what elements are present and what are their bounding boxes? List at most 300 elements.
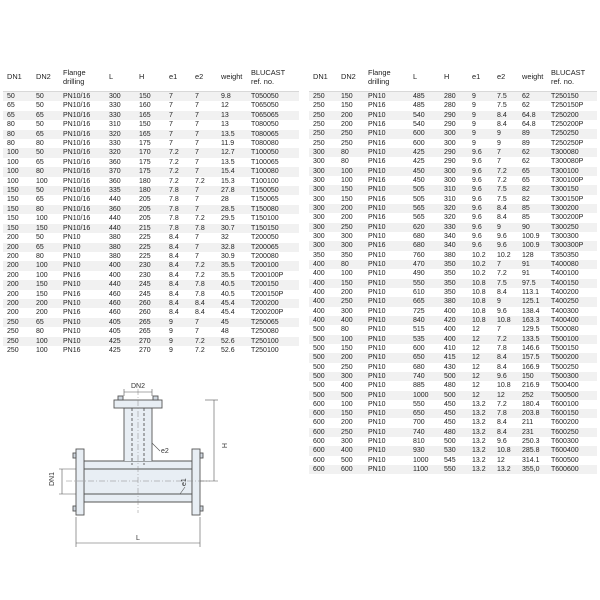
table-row (3, 167, 299, 176)
table-cell: 405 (105, 327, 135, 336)
table-cell: 7 (191, 233, 217, 242)
table-cell: PN10 (364, 456, 409, 465)
table-cell: 740 (409, 428, 440, 437)
column-header: L (409, 64, 440, 92)
table-cell: T200200 (247, 299, 299, 308)
table-cell: 600 (309, 465, 337, 474)
table-cell: 680 (409, 232, 440, 241)
table-cell: 515 (409, 325, 440, 334)
table-cell: 65 (32, 130, 59, 139)
table-cell: 740 (409, 372, 440, 381)
table-cell: 500 (337, 391, 364, 400)
table-cell: 65 (32, 195, 59, 204)
table-cell: 50 (32, 101, 59, 110)
table-cell: T200200P (247, 308, 299, 317)
table-cell: 400 (309, 260, 337, 269)
table-cell: 500 (440, 372, 468, 381)
table-cell: 13 (217, 120, 247, 129)
table-cell: 13.5 (217, 130, 247, 139)
table-cell: 200 (3, 252, 32, 261)
table-cell: PN16 (59, 308, 105, 317)
table-row (309, 465, 597, 474)
table-cell: PN10 (364, 185, 409, 194)
table-cell: 250 (337, 297, 364, 306)
table-cell: T200080 (247, 252, 299, 261)
table-cell: 9.6 (468, 176, 493, 185)
table-row (309, 251, 597, 260)
table-cell: 450 (409, 167, 440, 176)
table-cell: 7 (191, 111, 217, 120)
table-cell: PN10/16 (59, 101, 105, 110)
table-cell: 270 (135, 337, 165, 346)
table-cell: T250100 (247, 337, 299, 346)
table-cell: 138.4 (518, 307, 547, 316)
table-cell: PN10 (364, 372, 409, 381)
table-row (3, 271, 299, 280)
table-cell: 310 (440, 185, 468, 194)
table-cell: 290 (440, 148, 468, 157)
spec-table-left (3, 64, 299, 355)
table-cell: 250 (3, 327, 32, 336)
table-cell: T200150 (247, 280, 299, 289)
table-cell: 260 (135, 308, 165, 317)
table-cell: 400 (337, 446, 364, 455)
table-cell: 7.2 (165, 177, 191, 186)
table-cell: 320 (105, 148, 135, 157)
table-cell: T080050 (247, 120, 299, 129)
table-cell: 9 (493, 223, 518, 232)
table-cell: 380 (105, 252, 135, 261)
table-row (309, 288, 597, 297)
table-row (3, 111, 299, 120)
table-cell: 80 (337, 157, 364, 166)
table-cell: 150 (135, 92, 165, 102)
table-cell: 200 (337, 213, 364, 222)
tee-fitting-diagram (40, 383, 270, 551)
table-body (3, 92, 299, 356)
table-cell: 150 (3, 214, 32, 223)
table-cell: 405 (105, 318, 135, 327)
table-cell: PN10/16 (59, 186, 105, 195)
table-row (3, 233, 299, 242)
table-cell: 100 (337, 269, 364, 278)
table-cell: 250 (309, 139, 337, 148)
table-cell: T600250 (547, 428, 597, 437)
table-cell: 9.6 (468, 185, 493, 194)
table-row (309, 372, 597, 381)
table-cell: 163.3 (518, 316, 547, 325)
table-cell: 350 (440, 260, 468, 269)
table-cell: T600600 (547, 465, 597, 474)
e2-label: e2 (161, 448, 169, 455)
table-cell: 180.4 (518, 400, 547, 409)
table-cell: 12 (468, 325, 493, 334)
table-cell: 930 (409, 446, 440, 455)
table-cell: 200 (337, 353, 364, 362)
table-cell: PN10 (364, 391, 409, 400)
table-cell: T400080 (547, 260, 597, 269)
table-cell: 320 (440, 213, 468, 222)
table-cell: 310 (440, 195, 468, 204)
table-cell: 8.4 (165, 271, 191, 280)
table-cell: 10.8 (468, 279, 493, 288)
table-cell: 450 (440, 409, 468, 418)
table-cell: 320 (440, 204, 468, 213)
table-row (309, 176, 597, 185)
table-cell: 133.5 (518, 335, 547, 344)
table-cell: 300 (440, 167, 468, 176)
table-cell: T100080 (247, 167, 299, 176)
table-cell: 9.6 (493, 241, 518, 250)
table-cell: T100050 (247, 148, 299, 157)
table-row (3, 130, 299, 139)
table-cell: 250 (3, 346, 32, 355)
table-cell: T200100 (247, 261, 299, 270)
table-cell: 10.2 (468, 251, 493, 260)
table-cell: T600150 (547, 409, 597, 418)
table-cell: T250065 (247, 318, 299, 327)
table-cell: 250 (3, 318, 32, 327)
table-cell: T400200 (547, 288, 597, 297)
table-row (309, 325, 597, 334)
left-flange (76, 449, 84, 515)
table-row (309, 381, 597, 390)
table-cell: 425 (409, 148, 440, 157)
table-cell: 610 (409, 288, 440, 297)
table-cell: PN16 (364, 157, 409, 166)
table-cell: 7 (191, 139, 217, 148)
table-cell: T150150 (247, 224, 299, 233)
table-cell: 200 (3, 290, 32, 299)
table-cell: 65 (3, 111, 32, 120)
table-row (309, 157, 597, 166)
table-cell: 100.9 (518, 232, 547, 241)
table-cell: PN16 (364, 195, 409, 204)
table-cell: 12 (217, 101, 247, 110)
table-header-row (3, 64, 299, 92)
column-header: e2 (493, 64, 518, 92)
table-cell: 32.8 (217, 243, 247, 252)
table-cell: 80 (32, 252, 59, 261)
table-cell: 540 (409, 111, 440, 120)
table-cell: 7 (191, 120, 217, 129)
table-cell: T300100 (547, 167, 597, 176)
table-cell: PN10/16 (59, 205, 105, 214)
table-cell: 340 (440, 232, 468, 241)
table-cell: 13.2 (468, 428, 493, 437)
table-cell: 11.9 (217, 139, 247, 148)
table-cell: 150 (337, 279, 364, 288)
column-header: Flange drilling (59, 64, 105, 92)
table-cell: PN16 (59, 290, 105, 299)
table-cell: T080080 (247, 139, 299, 148)
table-cell: 100 (3, 158, 32, 167)
table-cell: 205 (135, 195, 165, 204)
table-cell: 320 (105, 130, 135, 139)
table-cell: 480 (440, 428, 468, 437)
table-cell: T150050 (247, 186, 299, 195)
table-row (3, 261, 299, 270)
table-cell: 500 (309, 344, 337, 353)
table-cell: 97.5 (518, 279, 547, 288)
table-cell: 300 (337, 232, 364, 241)
table-cell: PN10/16 (59, 92, 105, 102)
table-row (309, 279, 597, 288)
table-cell: 350 (440, 279, 468, 288)
table-cell: 265 (135, 327, 165, 336)
table-cell: 600 (409, 139, 440, 148)
table-cell: T300150P (547, 195, 597, 204)
table-cell: 8.4 (191, 299, 217, 308)
table-cell: 440 (105, 195, 135, 204)
table-cell: 50 (3, 92, 32, 102)
table-cell: 7 (493, 325, 518, 334)
table-cell: 480 (440, 381, 468, 390)
table-cell: 13.2 (468, 456, 493, 465)
table-cell: 500 (440, 391, 468, 400)
table-cell: 150 (32, 290, 59, 299)
table-cell: 9.6 (493, 307, 518, 316)
table-cell: 7 (493, 260, 518, 269)
table-row (3, 280, 299, 289)
table-row (3, 299, 299, 308)
table-cell: 270 (135, 346, 165, 355)
table-cell: 9.6 (468, 167, 493, 176)
table-cell: PN16 (59, 346, 105, 355)
table-cell: PN10/16 (59, 224, 105, 233)
table-cell: 300 (337, 372, 364, 381)
table-cell: PN10 (364, 167, 409, 176)
table-cell: 250 (3, 337, 32, 346)
table-cell: 9 (468, 139, 493, 148)
table-cell: 62 (518, 157, 547, 166)
table-cell: 7 (191, 186, 217, 195)
right-flange (192, 449, 200, 515)
table-cell: T500500 (547, 391, 597, 400)
table-cell: 45 (217, 318, 247, 327)
table-cell: 13.2 (493, 465, 518, 474)
table-cell: 460 (105, 290, 135, 299)
table-row (309, 241, 597, 250)
table-cell: 8.4 (191, 308, 217, 317)
table-cell: 9 (493, 139, 518, 148)
table-row (309, 269, 597, 278)
table-cell: 300 (309, 232, 337, 241)
table-row (309, 139, 597, 148)
table-cell: 150 (135, 120, 165, 129)
table-cell: T200050 (247, 233, 299, 242)
table-cell: PN10 (59, 243, 105, 252)
table-cell: PN16 (364, 213, 409, 222)
table-cell: 100 (32, 261, 59, 270)
table-cell: 500 (309, 391, 337, 400)
table-cell: 400 (105, 271, 135, 280)
table-cell: PN10 (364, 129, 409, 138)
table-cell: 100 (337, 335, 364, 344)
table-cell: 200 (337, 204, 364, 213)
table-cell: 250 (337, 139, 364, 148)
table-row (309, 446, 597, 455)
table-cell: 250 (309, 92, 337, 102)
table-cell: PN10 (59, 261, 105, 270)
table-cell: PN10 (59, 327, 105, 336)
table-cell: 65 (32, 158, 59, 167)
table-cell: 8.4 (493, 363, 518, 372)
table-cell: 9 (493, 297, 518, 306)
table-cell: T500080 (547, 325, 597, 334)
table-cell: 7.2 (493, 167, 518, 176)
table-cell: 100 (337, 400, 364, 409)
table-cell: T300200 (547, 204, 597, 213)
table-cell: T600100 (547, 400, 597, 409)
table-cell: T600300 (547, 437, 597, 446)
table-cell: 52.6 (217, 346, 247, 355)
table-cell: 350 (309, 251, 337, 260)
table-cell: 500 (309, 381, 337, 390)
table-cell: PN10 (364, 279, 409, 288)
table-cell: 170 (135, 148, 165, 157)
table-cell: 260 (135, 299, 165, 308)
table-cell: 450 (409, 176, 440, 185)
table-row (3, 327, 299, 336)
column-header: weight (518, 64, 547, 92)
table-cell: 440 (105, 280, 135, 289)
table-cell: 290 (440, 157, 468, 166)
table-cell: T500200 (547, 353, 597, 362)
table-cell: 62 (518, 92, 547, 102)
table-cell: 7 (165, 101, 191, 110)
table-cell: 150 (3, 224, 32, 233)
table-cell: 8.4 (493, 213, 518, 222)
table-cell: 166.9 (518, 363, 547, 372)
table-cell: 370 (105, 167, 135, 176)
table-cell: 200 (3, 261, 32, 270)
table-cell: 505 (409, 195, 440, 204)
table-cell: 50 (32, 186, 59, 195)
column-header: H (135, 64, 165, 92)
table-cell: T200065 (247, 243, 299, 252)
table-cell: T600500 (547, 456, 597, 465)
table-cell: PN16 (364, 120, 409, 129)
table-cell: 230 (135, 261, 165, 270)
table-cell: 600 (409, 129, 440, 138)
table-cell: 7.2 (493, 335, 518, 344)
table-cell: 250 (309, 120, 337, 129)
table-cell: 9.6 (468, 204, 493, 213)
table-cell: 300 (309, 157, 337, 166)
table-cell: 9.6 (468, 232, 493, 241)
table-cell: T100065 (247, 158, 299, 167)
table-cell: 80 (3, 120, 32, 129)
table-cell: 7 (191, 205, 217, 214)
table-cell: 100 (32, 337, 59, 346)
table-cell: 330 (105, 101, 135, 110)
table-cell: 9 (165, 337, 191, 346)
table-cell: 600 (309, 400, 337, 409)
table-row (3, 346, 299, 355)
table-row (309, 297, 597, 306)
table-cell: 500 (309, 363, 337, 372)
table-cell: 9.6 (493, 437, 518, 446)
table-cell: 7.8 (165, 224, 191, 233)
table-cell: 7.2 (493, 269, 518, 278)
table-cell: 35.5 (217, 261, 247, 270)
table-row (309, 129, 597, 138)
table-cell: 100 (3, 177, 32, 186)
table-cell: 9 (468, 129, 493, 138)
table-cell: PN10/16 (59, 158, 105, 167)
table-cell: 300 (309, 241, 337, 250)
table-cell: 300 (440, 129, 468, 138)
table-cell: 200 (3, 233, 32, 242)
table-row (309, 428, 597, 437)
table-row (3, 214, 299, 223)
table-cell: 91 (518, 269, 547, 278)
table-cell: 175 (135, 139, 165, 148)
table-cell: 9.6 (468, 213, 493, 222)
h-label: H (220, 443, 227, 449)
table-body (309, 92, 597, 475)
table-cell: 10.2 (493, 251, 518, 260)
table-cell: 7 (493, 157, 518, 166)
table-cell: 600 (309, 418, 337, 427)
table-row (309, 223, 597, 232)
table-cell: 9.6 (468, 157, 493, 166)
table-cell: 9.6 (468, 195, 493, 204)
table-row (3, 139, 299, 148)
table-cell: 7.2 (191, 261, 217, 270)
table-cell: PN10/16 (59, 130, 105, 139)
table-cell: 420 (440, 316, 468, 325)
table-cell: 280 (440, 92, 468, 102)
table-cell: 550 (409, 279, 440, 288)
table-cell: 440 (105, 214, 135, 223)
table-cell: 380 (440, 297, 468, 306)
table-cell: 45.4 (217, 308, 247, 317)
table-cell: 200 (337, 120, 364, 129)
table-cell: T250200 (547, 111, 597, 120)
table-cell: 545 (440, 456, 468, 465)
table-cell: 13 (217, 111, 247, 120)
table-cell: PN10 (364, 437, 409, 446)
column-header: DN2 (32, 64, 59, 92)
table-row (309, 232, 597, 241)
table-cell: 8.4 (165, 308, 191, 317)
table-cell: 45.4 (217, 299, 247, 308)
table-cell: 80 (3, 130, 32, 139)
table-cell: 285.8 (518, 446, 547, 455)
table-cell: PN10 (364, 446, 409, 455)
table-cell: 128 (518, 251, 547, 260)
e1-label: e1 (181, 478, 188, 486)
table-cell: 7.2 (493, 176, 518, 185)
table-cell: 252 (518, 391, 547, 400)
table-cell: 7.8 (165, 186, 191, 195)
table-cell: 80 (3, 139, 32, 148)
table-cell: 500 (309, 353, 337, 362)
table-cell: 250 (337, 223, 364, 232)
table-cell: 380 (105, 233, 135, 242)
table-header-row (309, 64, 597, 92)
table-cell: 7.8 (191, 224, 217, 233)
table-cell: 150 (3, 205, 32, 214)
table-cell: 13.2 (468, 409, 493, 418)
table-cell: 150 (3, 186, 32, 195)
table-cell: 1000 (409, 456, 440, 465)
table-cell: 13.5 (217, 158, 247, 167)
table-cell: 7.5 (493, 185, 518, 194)
table-cell: 65 (518, 176, 547, 185)
